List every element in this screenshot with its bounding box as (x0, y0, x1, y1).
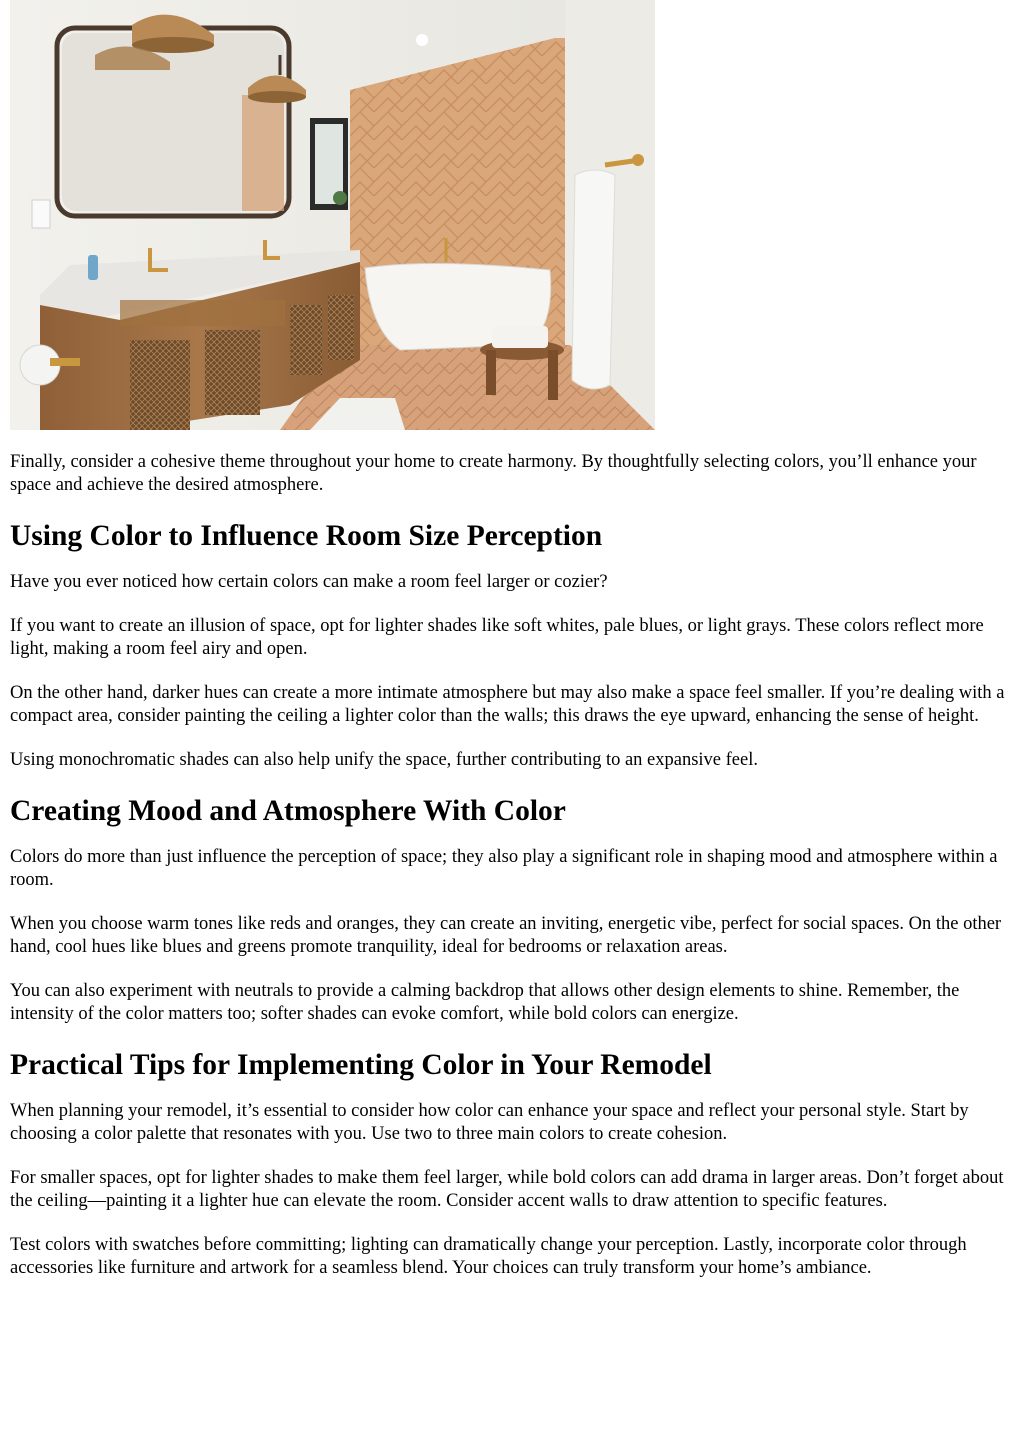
paragraph: Have you ever noticed how certain colors can make a room feel larger or cozier? (10, 572, 608, 592)
paragraph: When planning your remodel, it’s essential to consider how color can enhance your space and reflect your personal style. Start by choosing a color palette that resonates with you. Use two to three main colors to create cohesion. (10, 1101, 969, 1144)
vanity-door-cane (130, 340, 190, 430)
article-body (10, 451, 1016, 1301)
section-mood-atmosphere (10, 793, 1016, 1026)
paragraph: Test colors with swatches before committing; lighting can dramatically change your perception. Lastly, incorporate color through accessories like furniture and artwork for a seamless blend. Your choices can truly transform your home’s ambiance. (10, 1235, 967, 1278)
paragraph: On the other hand, darker hues can create a more intimate atmosphere but may also make a space feel smaller. If you’re dealing with a compact area, consider painting the ceiling a lighter color than the walls; this draws the eye upward, enhancing the sense of height. (10, 683, 1005, 726)
bathroom-photo (10, 0, 655, 430)
section-heading: Using Color to Influence Room Size Perception (10, 520, 603, 552)
ceiling-light (416, 34, 428, 46)
bathroom-illustration (10, 0, 655, 430)
paragraph: If you want to create an illusion of space, opt for lighter shades like soft whites, pale blues, or light grays. These colors reflect more light, making a room feel airy and open. (10, 616, 984, 659)
paragraph: You can also experiment with neutrals to provide a calming backdrop that allows other design elements to shine. Remember, the intensity of the color matters too; softer shades can evoke comfort, while bold colors can energize. (10, 981, 960, 1024)
paragraph: For smaller spaces, opt for lighter shades to make them feel larger, while bold colors can add drama in larger areas. Don’t forget about the ceiling—painting it a lighter hue can elevate the room. Consider accent walls to draw attention to specific features. (10, 1168, 1004, 1211)
section-room-size (10, 518, 1016, 772)
paragraph: When you choose warm tones like reds and oranges, they can create an inviting, energetic vibe, perfect for social spaces. On the other hand, cool hues like blues and greens promote tranquility, ideal for bedrooms or relaxation areas. (10, 914, 1002, 957)
intro-paragraph: Finally, consider a cohesive theme throughout your home to create harmony. By thoughtfully selecting colors, you’ll enhance your space and achieve the desired atmosphere. (10, 452, 977, 495)
paragraph: Using monochromatic shades can also help unify the space, further contributing to an expansive feel. (10, 750, 758, 770)
section-practical-tips (10, 1047, 1016, 1280)
section-heading: Creating Mood and Atmosphere With Color (10, 795, 566, 827)
paragraph: Colors do more than just influence the perception of space; they also play a significant role in shaping mood and atmosphere within a room. (10, 847, 998, 890)
section-heading: Practical Tips for Implementing Color in Your Remodel (10, 1049, 712, 1081)
wall-outlet (32, 200, 50, 228)
white-towel (572, 170, 615, 389)
